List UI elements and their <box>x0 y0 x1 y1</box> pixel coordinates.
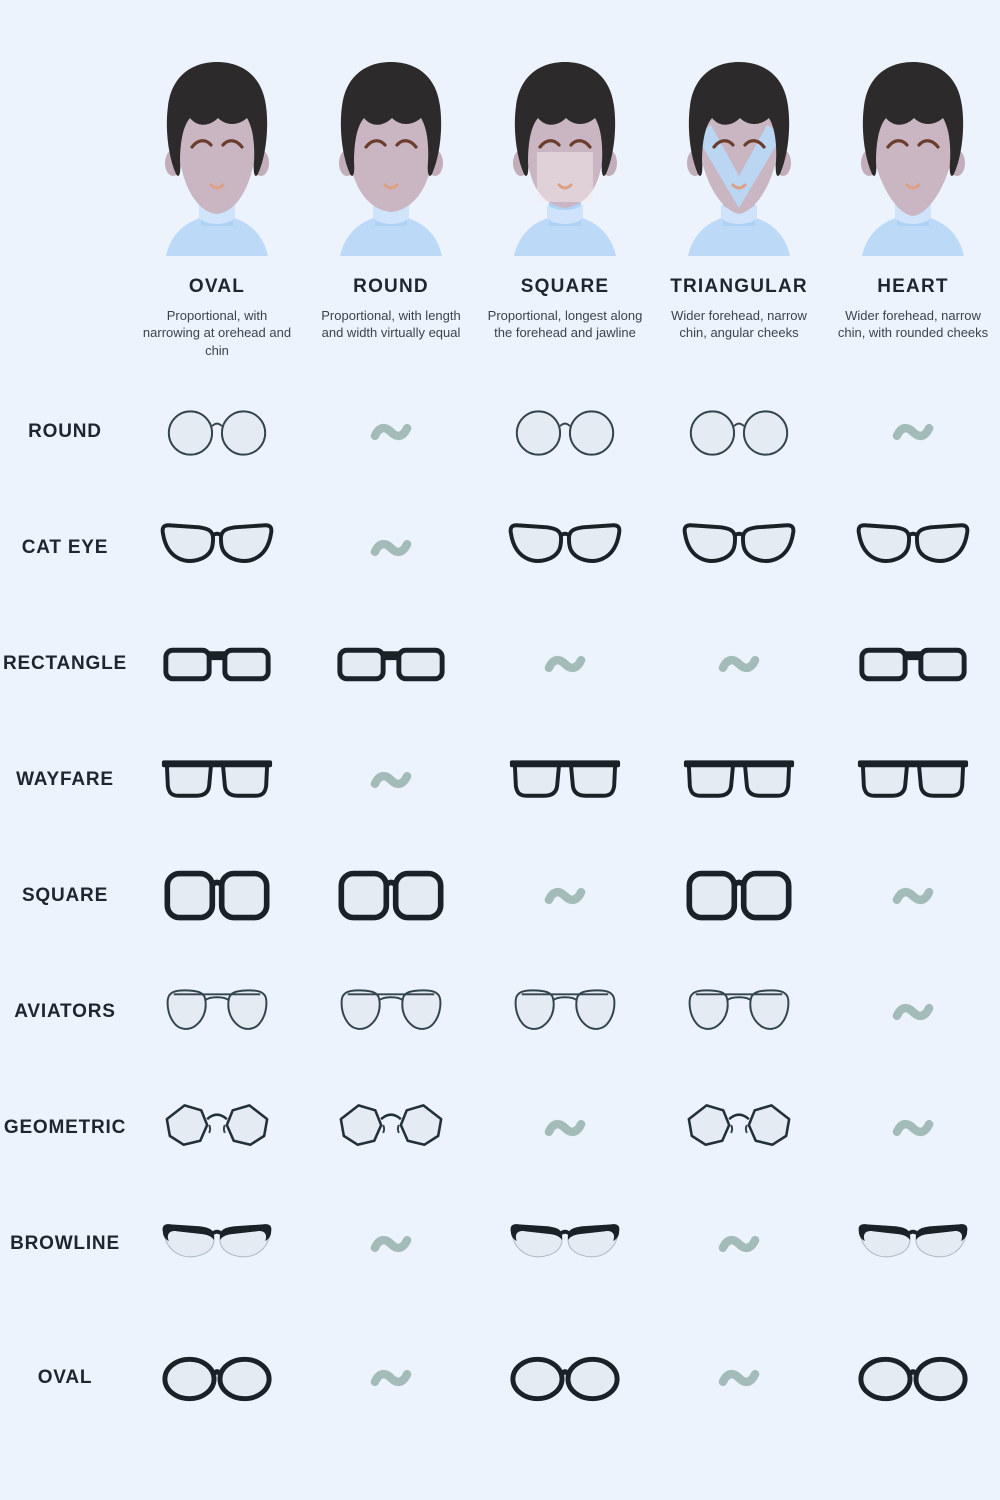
cat-eye-glasses-icon <box>680 518 798 578</box>
aviator-glasses-icon <box>332 982 450 1042</box>
oval-glasses-icon <box>506 1348 624 1408</box>
cell-aviators-triangular <box>652 954 826 1070</box>
cell-geometric-triangular <box>652 1070 826 1186</box>
squiggle-icon <box>890 880 936 912</box>
rectangle-glasses-icon <box>158 634 276 694</box>
glasses-style-label: GEOMETRIC <box>3 1117 127 1138</box>
cell-wayfare-round <box>304 722 478 838</box>
cell-cat-eye-square <box>478 490 652 606</box>
row-wayfare <box>0 722 1000 838</box>
cell-round-heart <box>826 374 1000 490</box>
cell-aviators-heart <box>826 954 1000 1070</box>
cell-aviators-square <box>478 954 652 1070</box>
cat-eye-glasses-icon <box>506 518 624 578</box>
glasses-style-label: ROUND <box>28 421 102 442</box>
cell-square-round <box>304 838 478 954</box>
cell-round-square <box>478 374 652 490</box>
cell-geometric-square <box>478 1070 652 1186</box>
geometric-glasses-icon <box>680 1098 798 1158</box>
round-face-illustration <box>316 56 466 256</box>
aviator-glasses-icon <box>158 982 276 1042</box>
rectangle-glasses-icon <box>854 634 972 694</box>
squiggle-icon <box>368 1228 414 1260</box>
glasses-style-label: CAT EYE <box>21 537 109 558</box>
glasses-style-label: BROWLINE <box>10 1233 120 1254</box>
square-glasses-icon <box>158 866 276 926</box>
squiggle-icon <box>890 996 936 1028</box>
round-glasses-icon <box>158 402 276 462</box>
cell-wayfare-square <box>478 722 652 838</box>
cell-aviators-oval <box>130 954 304 1070</box>
triangular-face-illustration <box>664 56 814 256</box>
face-shape-label: SQUARE <box>520 276 610 297</box>
cell-browline-oval <box>130 1186 304 1302</box>
cell-oval-square <box>478 1302 652 1454</box>
cell-cat-eye-heart <box>826 490 1000 606</box>
cell-browline-square <box>478 1186 652 1302</box>
cell-round-triangular <box>652 374 826 490</box>
cell-rectangle-triangular <box>652 606 826 722</box>
squiggle-icon <box>716 1228 762 1260</box>
cell-browline-heart <box>826 1186 1000 1302</box>
oval-glasses-icon <box>854 1348 972 1408</box>
cell-square-oval <box>130 838 304 954</box>
cell-wayfare-triangular <box>652 722 826 838</box>
face-column-oval <box>130 0 304 374</box>
row-cat-eye <box>0 490 1000 606</box>
cell-geometric-heart <box>826 1070 1000 1186</box>
cell-oval-heart <box>826 1302 1000 1454</box>
row-round <box>0 374 1000 490</box>
face-column-heart <box>826 0 1000 374</box>
face-shape-label: ROUND <box>353 276 429 297</box>
squiggle-icon <box>716 648 762 680</box>
cell-geometric-oval <box>130 1070 304 1186</box>
glasses-style-label: SQUARE <box>21 885 109 906</box>
face-column-round <box>304 0 478 374</box>
cell-oval-round <box>304 1302 478 1454</box>
browline-glasses-icon <box>854 1214 972 1274</box>
face-shape-label: HEART <box>877 276 949 297</box>
cell-wayfare-heart <box>826 722 1000 838</box>
browline-glasses-icon <box>158 1214 276 1274</box>
wayfare-glasses-icon <box>680 750 798 810</box>
cell-rectangle-heart <box>826 606 1000 722</box>
squiggle-icon <box>368 764 414 796</box>
row-geometric <box>0 1070 1000 1186</box>
rectangle-glasses-icon <box>332 634 450 694</box>
cell-browline-triangular <box>652 1186 826 1302</box>
squiggle-icon <box>890 1112 936 1144</box>
wayfare-glasses-icon <box>854 750 972 810</box>
cell-square-heart <box>826 838 1000 954</box>
cell-cat-eye-round <box>304 490 478 606</box>
wayfare-glasses-icon <box>506 750 624 810</box>
cell-rectangle-square <box>478 606 652 722</box>
oval-glasses-icon <box>158 1348 276 1408</box>
squiggle-icon <box>542 880 588 912</box>
cell-rectangle-oval <box>130 606 304 722</box>
cell-rectangle-round <box>304 606 478 722</box>
row-aviators <box>0 954 1000 1070</box>
squiggle-icon <box>368 1362 414 1394</box>
round-glasses-icon <box>506 402 624 462</box>
cell-square-triangular <box>652 838 826 954</box>
face-shape-header-row <box>0 0 1000 374</box>
glasses-style-label: OVAL <box>37 1367 93 1388</box>
row-square <box>0 838 1000 954</box>
cat-eye-glasses-icon <box>854 518 972 578</box>
cell-cat-eye-oval <box>130 490 304 606</box>
face-shape-label: OVAL <box>188 276 246 297</box>
glasses-style-label: RECTANGLE <box>2 653 127 674</box>
square-glasses-icon <box>332 866 450 926</box>
cell-aviators-round <box>304 954 478 1070</box>
round-glasses-icon <box>680 402 798 462</box>
oval-face-illustration <box>142 56 292 256</box>
face-shape-label: TRIANGULAR <box>670 276 808 297</box>
glasses-style-rows <box>0 374 1000 1454</box>
square-glasses-icon <box>680 866 798 926</box>
cat-eye-glasses-icon <box>158 518 276 578</box>
cell-square-square <box>478 838 652 954</box>
cell-oval-triangular <box>652 1302 826 1454</box>
glasses-style-label: WAYFARE <box>16 769 114 790</box>
geometric-glasses-icon <box>158 1098 276 1158</box>
cell-browline-round <box>304 1186 478 1302</box>
row-rectangle <box>0 606 1000 722</box>
heart-face-illustration <box>838 56 988 256</box>
cell-oval-oval <box>130 1302 304 1454</box>
aviator-glasses-icon <box>506 982 624 1042</box>
cell-round-round <box>304 374 478 490</box>
face-column-square <box>478 0 652 374</box>
squiggle-icon <box>368 416 414 448</box>
square-face-illustration <box>490 56 640 256</box>
squiggle-icon <box>368 532 414 564</box>
corner-spacer <box>0 0 130 374</box>
squiggle-icon <box>890 416 936 448</box>
geometric-glasses-icon <box>332 1098 450 1158</box>
cell-geometric-round <box>304 1070 478 1186</box>
face-shape-description: Proportional, longest along the forehead and jawline <box>487 308 643 341</box>
wayfare-glasses-icon <box>158 750 276 810</box>
squiggle-icon <box>542 648 588 680</box>
cell-cat-eye-triangular <box>652 490 826 606</box>
row-browline <box>0 1186 1000 1302</box>
face-shape-description: Wider forehead, narrow chin, angular cheeks <box>671 308 807 341</box>
face-shape-description: Wider forehead, narrow chin, with rounded cheeks <box>837 308 989 341</box>
squiggle-icon <box>716 1362 762 1394</box>
face-shape-description: Proportional, with narrowing at orehead and chin <box>142 308 292 358</box>
face-column-triangular <box>652 0 826 374</box>
browline-glasses-icon <box>506 1214 624 1274</box>
cell-round-oval <box>130 374 304 490</box>
glasses-style-label: AVIATORS <box>14 1001 116 1022</box>
row-oval <box>0 1302 1000 1454</box>
aviator-glasses-icon <box>680 982 798 1042</box>
squiggle-icon <box>542 1112 588 1144</box>
face-shape-description: Proportional, with length and width virtually equal <box>321 308 461 341</box>
cell-wayfare-oval <box>130 722 304 838</box>
